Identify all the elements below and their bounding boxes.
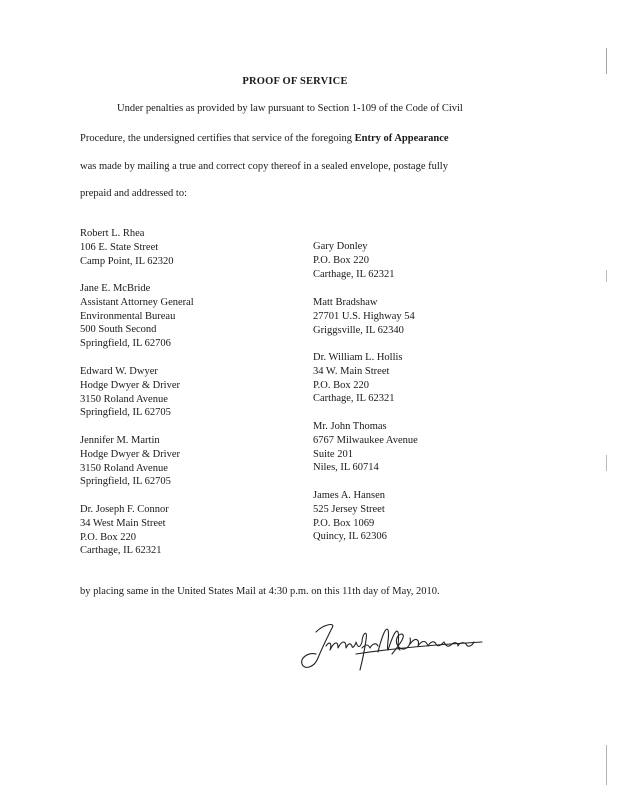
address-line: Niles, IL 60714 xyxy=(313,462,379,474)
address-line: Carthage, IL 62321 xyxy=(313,393,395,405)
scan-margin-mark xyxy=(606,745,607,785)
address-block-right-2 xyxy=(313,296,415,337)
intro-line-2 xyxy=(80,133,449,144)
address-block-left-1 xyxy=(80,227,174,268)
address-line: 106 E. State Street xyxy=(80,241,159,253)
address-block-right-1 xyxy=(313,240,395,281)
scan-margin-mark xyxy=(606,270,607,282)
intro-line-3: was made by mailing a true and correct copy thereof in a sealed envelope, postage fully xyxy=(80,161,448,172)
address-line: Quincy, IL 62306 xyxy=(313,531,387,543)
address-line: Griggsville, IL 62340 xyxy=(313,324,404,336)
address-line: 34 W. Main Street xyxy=(313,365,390,377)
address-line: Dr. William L. Hollis xyxy=(313,352,403,363)
address-line: 6767 Milwaukee Avenue xyxy=(313,434,418,446)
address-line: Camp Point, IL 62320 xyxy=(80,255,174,267)
address-block-left-5 xyxy=(80,503,169,558)
address-block-right-4 xyxy=(313,420,418,475)
address-line: Springfield, IL 62705 xyxy=(80,407,171,419)
entry-of-appearance-bold: Entry of Appearance xyxy=(354,133,449,144)
address-line: 3150 Roland Avenue xyxy=(80,462,168,474)
address-line: P.O. Box 220 xyxy=(313,379,370,391)
address-line: Jennifer M. Martin xyxy=(80,435,160,446)
address-line: Springfield, IL 62706 xyxy=(80,338,171,350)
address-line: Matt Bradshaw xyxy=(313,297,378,308)
closing-statement: by placing same in the United States Mail at 4:30 p.m. on this 11th day of May, 2010. xyxy=(80,586,440,597)
address-line: Gary Donley xyxy=(313,241,368,252)
address-line: Jane E. McBride xyxy=(80,283,151,294)
address-line: Suite 201 xyxy=(313,448,353,460)
address-line: James A. Hansen xyxy=(313,490,386,501)
address-line: Mr. John Thomas xyxy=(313,421,387,432)
intro-line-4: prepaid and addressed to: xyxy=(80,188,188,199)
address-line: P.O. Box 220 xyxy=(80,531,137,543)
address-line: 500 South Second xyxy=(80,324,157,336)
address-line: Assistant Attorney General xyxy=(80,296,194,308)
address-line: Dr. Joseph F. Connor xyxy=(80,504,169,515)
address-block-right-3 xyxy=(313,351,403,406)
address-block-left-3 xyxy=(80,365,180,420)
address-line: P.O. Box 1069 xyxy=(313,517,375,529)
intro-line-1: Under penalties as provided by law pursuant to Section 1-109 of the Code of Civil xyxy=(117,103,463,114)
address-line: Edward W. Dwyer xyxy=(80,366,158,377)
scan-margin-mark xyxy=(606,455,607,471)
address-line: Robert L. Rhea xyxy=(80,228,145,239)
address-block-left-4 xyxy=(80,434,180,489)
address-line: Hodge Dwyer & Driver xyxy=(80,379,181,391)
address-line: Environmental Bureau xyxy=(80,310,176,322)
address-line: Hodge Dwyer & Driver xyxy=(80,448,181,460)
address-line: 27701 U.S. Highway 54 xyxy=(313,310,415,322)
document-title: PROOF OF SERVICE xyxy=(242,76,348,87)
address-line: Carthage, IL 62321 xyxy=(313,268,395,280)
address-block-right-5 xyxy=(313,489,387,544)
address-line: Springfield, IL 62705 xyxy=(80,476,171,488)
signature-image xyxy=(296,614,492,676)
intro-line-2-text: Procedure, the undersigned certifies that service of the foregoing xyxy=(80,133,355,144)
address-block-left-2 xyxy=(80,282,194,351)
address-line: 3150 Roland Avenue xyxy=(80,393,168,405)
address-line: 525 Jersey Street xyxy=(313,503,385,515)
scan-margin-mark xyxy=(606,48,607,74)
address-line: Carthage, IL 62321 xyxy=(80,545,162,557)
address-line: P.O. Box 220 xyxy=(313,254,370,266)
address-line: 34 West Main Street xyxy=(80,517,166,529)
